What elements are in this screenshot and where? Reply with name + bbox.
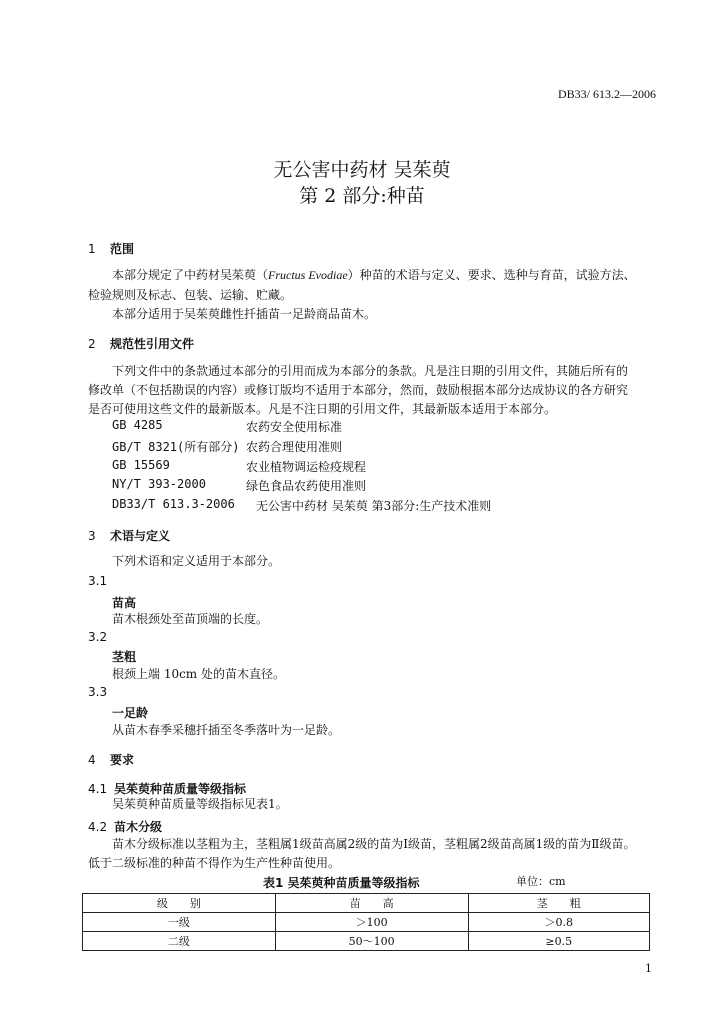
ref-code: GB/T 8321(所有部分) <box>112 440 240 454</box>
ref-code: GB 4285 <box>112 418 163 432</box>
section-4-1-text: 吴茱萸种苗质量等级指标见表1。 <box>112 797 288 811</box>
table-cell: 二级 <box>83 932 276 951</box>
ref-code: DB33/T 613.3-2006 <box>112 497 235 511</box>
section-1-para-2: 本部分适用于吴茱萸雌性扦插苗一足龄商品苗木。 <box>112 307 377 321</box>
section-1-para-1-line-1: 本部分规定了中药材吴茱萸（Fructus Evodiae）种苗的术语与定义、要求、选种与育苗，试验方法、 <box>112 268 636 282</box>
ref-name: 无公害中药材 吴茱萸 第3部分:生产技术准则 <box>256 499 492 513</box>
table-cell: 50～100 <box>275 932 468 951</box>
term-name: 一足龄 <box>112 706 149 720</box>
section-1-para-1-line-2: 检验规则及标志、包装、运输、贮藏。 <box>88 288 293 302</box>
column-header: 苗 高 <box>275 894 468 913</box>
table-cell: 一级 <box>83 913 276 932</box>
table-caption: 表1 吴茱萸种苗质量等级指标 <box>263 876 420 890</box>
term-definition: 苗木根颈处至苗顶端的长度。 <box>112 612 269 626</box>
section-2-para-line-2: 修改单（不包括勘误的内容）或修订版均不适用于本部分，然而，鼓励根据本部分达成协议的各方研究 <box>88 383 629 397</box>
table-cell: ＞100 <box>275 913 468 932</box>
term-number: 3.3 <box>88 685 108 699</box>
section-1-heading: 1 范围 <box>88 242 135 256</box>
title-line-2: 第 2 部分:种苗 <box>299 185 425 207</box>
ref-code: NY/T 393-2000 <box>112 477 206 491</box>
page-number: 1 <box>645 962 652 975</box>
term-definition: 从苗木春季采穗扦插至冬季落叶为一足龄。 <box>112 723 341 737</box>
section-4-2-line-1: 苗木分级标准以茎粗为主，茎粗属1级苗高属2级的苗为Ⅰ级苗，茎粗属2级苗高属1级的苗为Ⅱ级苗。 <box>112 837 636 851</box>
column-header: 茎 粗 <box>468 894 649 913</box>
ref-name: 农业植物调运检疫规程 <box>246 460 367 474</box>
ref-name: 农药安全使用标准 <box>246 420 343 434</box>
section-4-1-heading: 4.1 吴茱萸种苗质量等级指标 <box>88 782 247 796</box>
section-3-heading: 3 术语与定义 <box>88 529 171 543</box>
term-name: 茎粗 <box>112 650 137 664</box>
table-row <box>83 913 650 932</box>
ref-code: GB 15569 <box>112 458 170 472</box>
section-4-2-heading: 4.2 苗木分级 <box>88 820 163 834</box>
term-number: 3.1 <box>88 574 108 588</box>
table-cell: ＞0.8 <box>468 913 649 932</box>
table-header-row <box>83 894 650 913</box>
section-2-para-line-1: 下列文件中的条款通过本部分的引用而成为本部分的条款。凡是注日期的引用文件，其随后所有的 <box>112 364 629 378</box>
section-2-heading: 2 规范性引用文件 <box>88 337 195 351</box>
ref-name: 农药合理使用准则 <box>246 440 343 454</box>
document-number: DB33/ 613.2—2006 <box>557 87 656 101</box>
term-name: 苗高 <box>112 596 137 610</box>
section-4-2-line-2: 低于二级标准的种苗不得作为生产性种苗使用。 <box>88 856 341 870</box>
section-3-intro: 下列术语和定义适用于本部分。 <box>112 554 281 568</box>
title-line-1: 无公害中药材 吴茱萸 <box>273 159 451 181</box>
table-unit: 单位：cm <box>516 875 566 888</box>
section-4-heading: 4 要求 <box>88 753 135 767</box>
table-row <box>83 932 650 951</box>
section-2-para-line-3: 是否可使用这些文件的最新版本。凡是不注日期的引用文件，其最新版本适用于本部分。 <box>88 402 557 416</box>
term-number: 3.2 <box>88 630 108 644</box>
column-header: 级 别 <box>83 894 276 913</box>
table-cell: ≥0.5 <box>468 932 649 951</box>
term-definition: 根颈上端 10cm 处的苗木直径。 <box>112 667 285 681</box>
quality-grade-table <box>82 893 650 951</box>
ref-name: 绿色食品农药使用准则 <box>246 479 367 493</box>
